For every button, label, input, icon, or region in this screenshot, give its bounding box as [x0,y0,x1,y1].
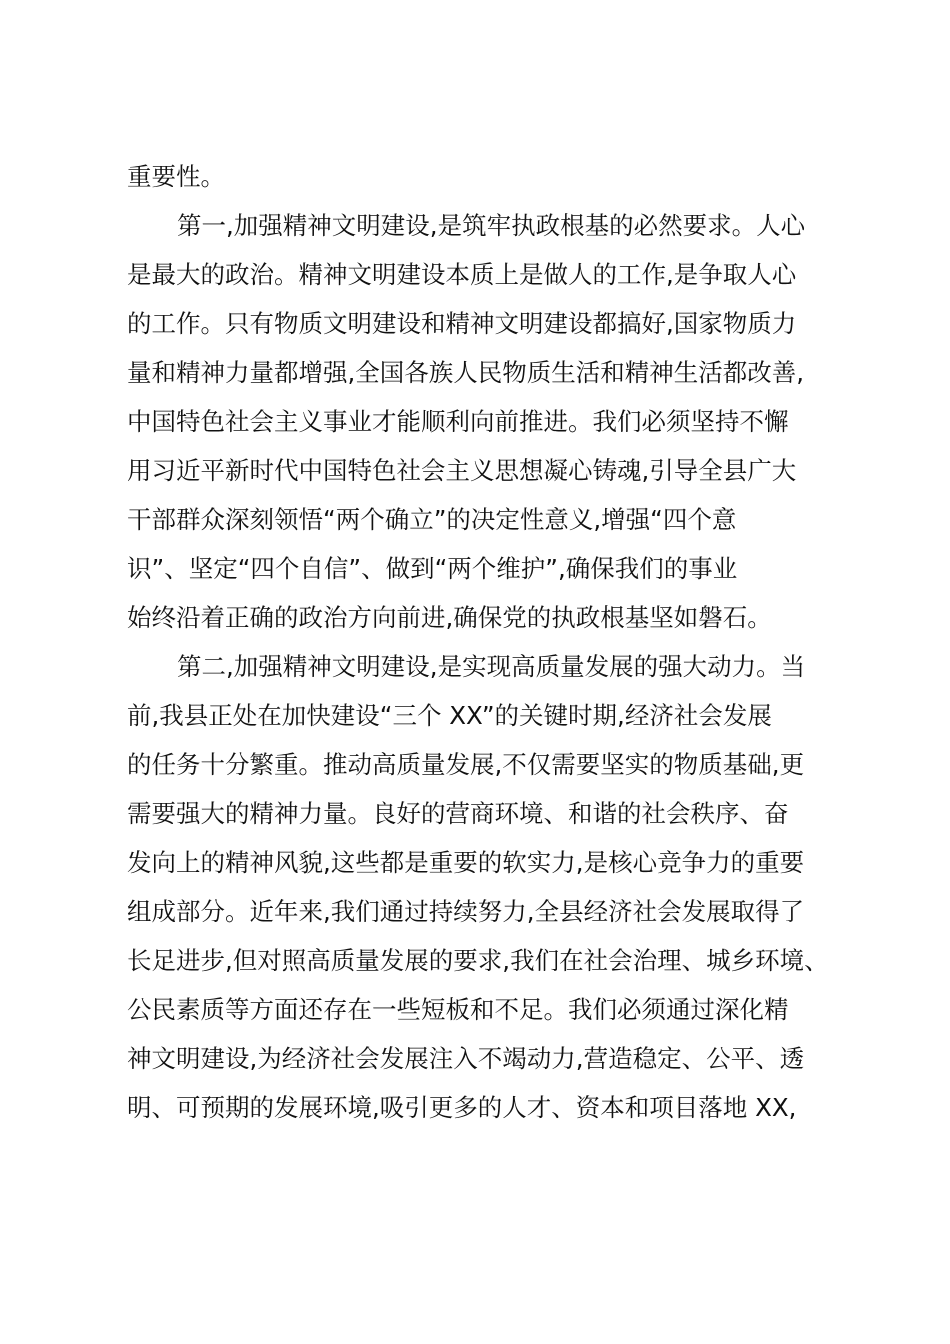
text-line: 识”、坚定“四个自信”、做到“两个维护”,确保我们的事业 [127,554,738,583]
text-line: 用习近平新时代中国特色社会主义思想凝心铸魂,引导全县广大 [127,456,797,485]
text-line: 需要强大的精神力量。良好的营商环境、和谐的社会秩序、奋 [127,799,789,828]
text-line: 组成部分。近年来,我们通过持续努力,全县经济社会发展取得了 [127,897,805,926]
paragraph-first-line: 第一,加强精神文明建设,是筑牢执政根基的必然要求。人心 [177,211,806,240]
text-line: 神文明建设,为经济社会发展注入不竭动力,营造稳定、公平、透 [127,1044,805,1073]
text-line: 的任务十分繁重。推动高质量发展,不仅需要坚实的物质基础,更 [127,750,805,779]
text-line: 公民素质等方面还存在一些短板和不足。我们必须通过深化精 [127,995,789,1024]
body-text [127,152,837,1132]
text-line: 长足进步,但对照高质量发展的要求,我们在社会治理、城乡环境、 [127,946,829,975]
text-line: 量和精神力量都增强,全国各族人民物质生活和精神生活都改善, [127,358,805,387]
text-line: 前,我县正处在加快建设“三个 XX”的关键时期,经济社会发展 [127,701,772,730]
text-line: 发向上的精神风貌,这些都是重要的软实力,是核心竞争力的重要 [127,848,805,877]
text-line: 中国特色社会主义事业才能顺利向前推进。我们必须坚持不懈 [127,407,789,436]
text-line: 重要性。 [127,162,225,191]
text-line: 是最大的政治。精神文明建设本质上是做人的工作,是争取人心 [127,260,797,289]
text-line: 的工作。只有物质文明建设和精神文明建设都搞好,国家物质力 [127,309,797,338]
text-line: 干部群众深刻领悟“两个确立”的决定性意义,增强“四个意 [127,505,737,534]
text-line: 始终沿着正确的政治方向前进,确保党的执政根基坚如磐石。 [127,603,772,632]
paragraph-first-line: 第二,加强精神文明建设,是实现高质量发展的强大动力。当 [177,652,806,681]
text-line: 明、可预期的发展环境,吸引更多的人才、资本和项目落地 XX, [127,1093,797,1122]
